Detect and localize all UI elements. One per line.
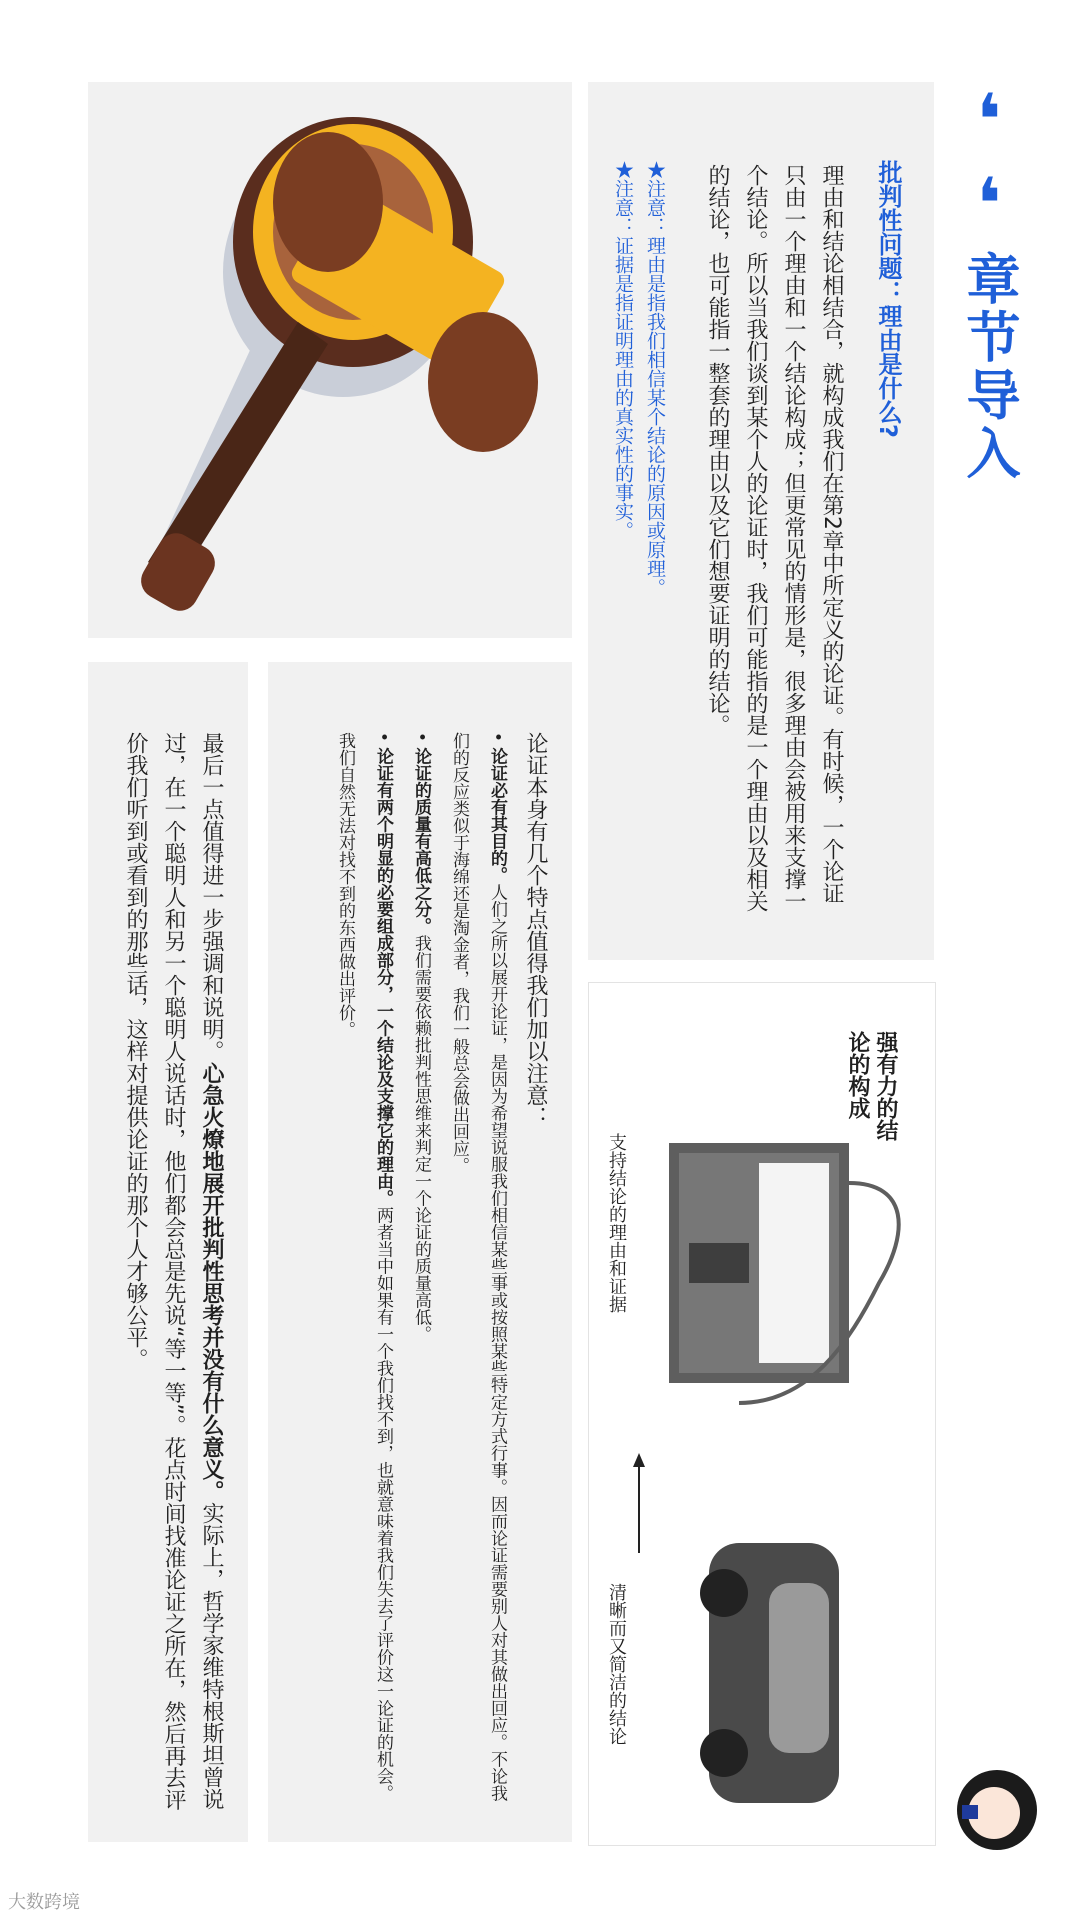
fuel-pump-icon <box>669 1143 899 1403</box>
quote-mark-icon: ❛❛ <box>947 78 1031 246</box>
arrow-icon <box>633 1453 645 1553</box>
diagram-title: 强有力的结论的构成 <box>845 1031 898 1141</box>
gavel-panel <box>88 82 572 638</box>
section-paragraph: 理由和结论相结合，就构成我们在第2章中所定义的论证。有时候，一个论证只由一个理由和一个结论构成；但更常见的情形是，很多理由会被用来支撑一个结论。所以当我们谈到某个人的论证时，我们可能指的是一个理由以及相关的结论，也可能指一整套的理由以及它们想要证明的结论。 <box>705 164 844 912</box>
closing-paragraph: 最后一点值得进一步强调和说明。心急火燎地展开批判性思考并没有什么意义。实际上，哲学家维特根斯坦曾说过，在一个聪明人和另一个聪明人说话时，他们都会总是先说“等一等”。花点时间找准论证之所在，然后再去评价我们听到或看到的那些话，这样对提供论证的那个人才够公平。 <box>123 732 224 1811</box>
diagram-illustration <box>589 983 935 1845</box>
gavel-illustration <box>88 82 572 638</box>
note-reason: ★注意：理由是指我们相信某个结论的原因或原理。 <box>644 160 666 597</box>
car-icon <box>700 1543 839 1803</box>
diagram-left-label: 支持结论的理由和证据 <box>606 1133 627 1313</box>
title-block <box>947 78 1031 484</box>
feature-item: • 论证有两个明显的必要组成部分，一个结论及支撑它的理由。两者当中如果有一个我们找不到，也就意味着我们失去了评价这一论证的机会。我们自然无法对找不到的东西做出评价。 <box>335 732 393 1802</box>
avatar <box>952 1765 1042 1855</box>
features-list <box>326 732 554 1812</box>
features-intro: 论证本身有几个特点值得我们加以注意： <box>523 732 548 1128</box>
closing-panel <box>88 662 248 1842</box>
note-evidence: ★注意：证据是指证明理由的真实性的事实。 <box>612 160 634 540</box>
diagram-panel <box>588 982 936 1846</box>
diagram-right-label: 清晰而又简洁的结论 <box>606 1583 627 1745</box>
section-heading: 批判性问题：理由是什么? <box>874 160 902 438</box>
feature-item: • 论证必有其目的。人们之所以展开论证，是因为希望说服我们相信某些事或按照某些特定方式行事。因而论证需要别人对其做出回应。不论我们的反应类似于海绵还是淘金者，我们一般总会做出回应。 <box>449 732 507 1802</box>
watermark: 大数跨境 <box>8 1892 80 1913</box>
feature-item: • 论证的质量有高低之分。我们需要依赖批判性思维来判定一个论证的质量高低。 <box>411 732 431 1343</box>
page-title: 章节导入 <box>958 251 1021 484</box>
features-panel <box>268 662 572 1842</box>
intro-panel <box>588 82 934 960</box>
